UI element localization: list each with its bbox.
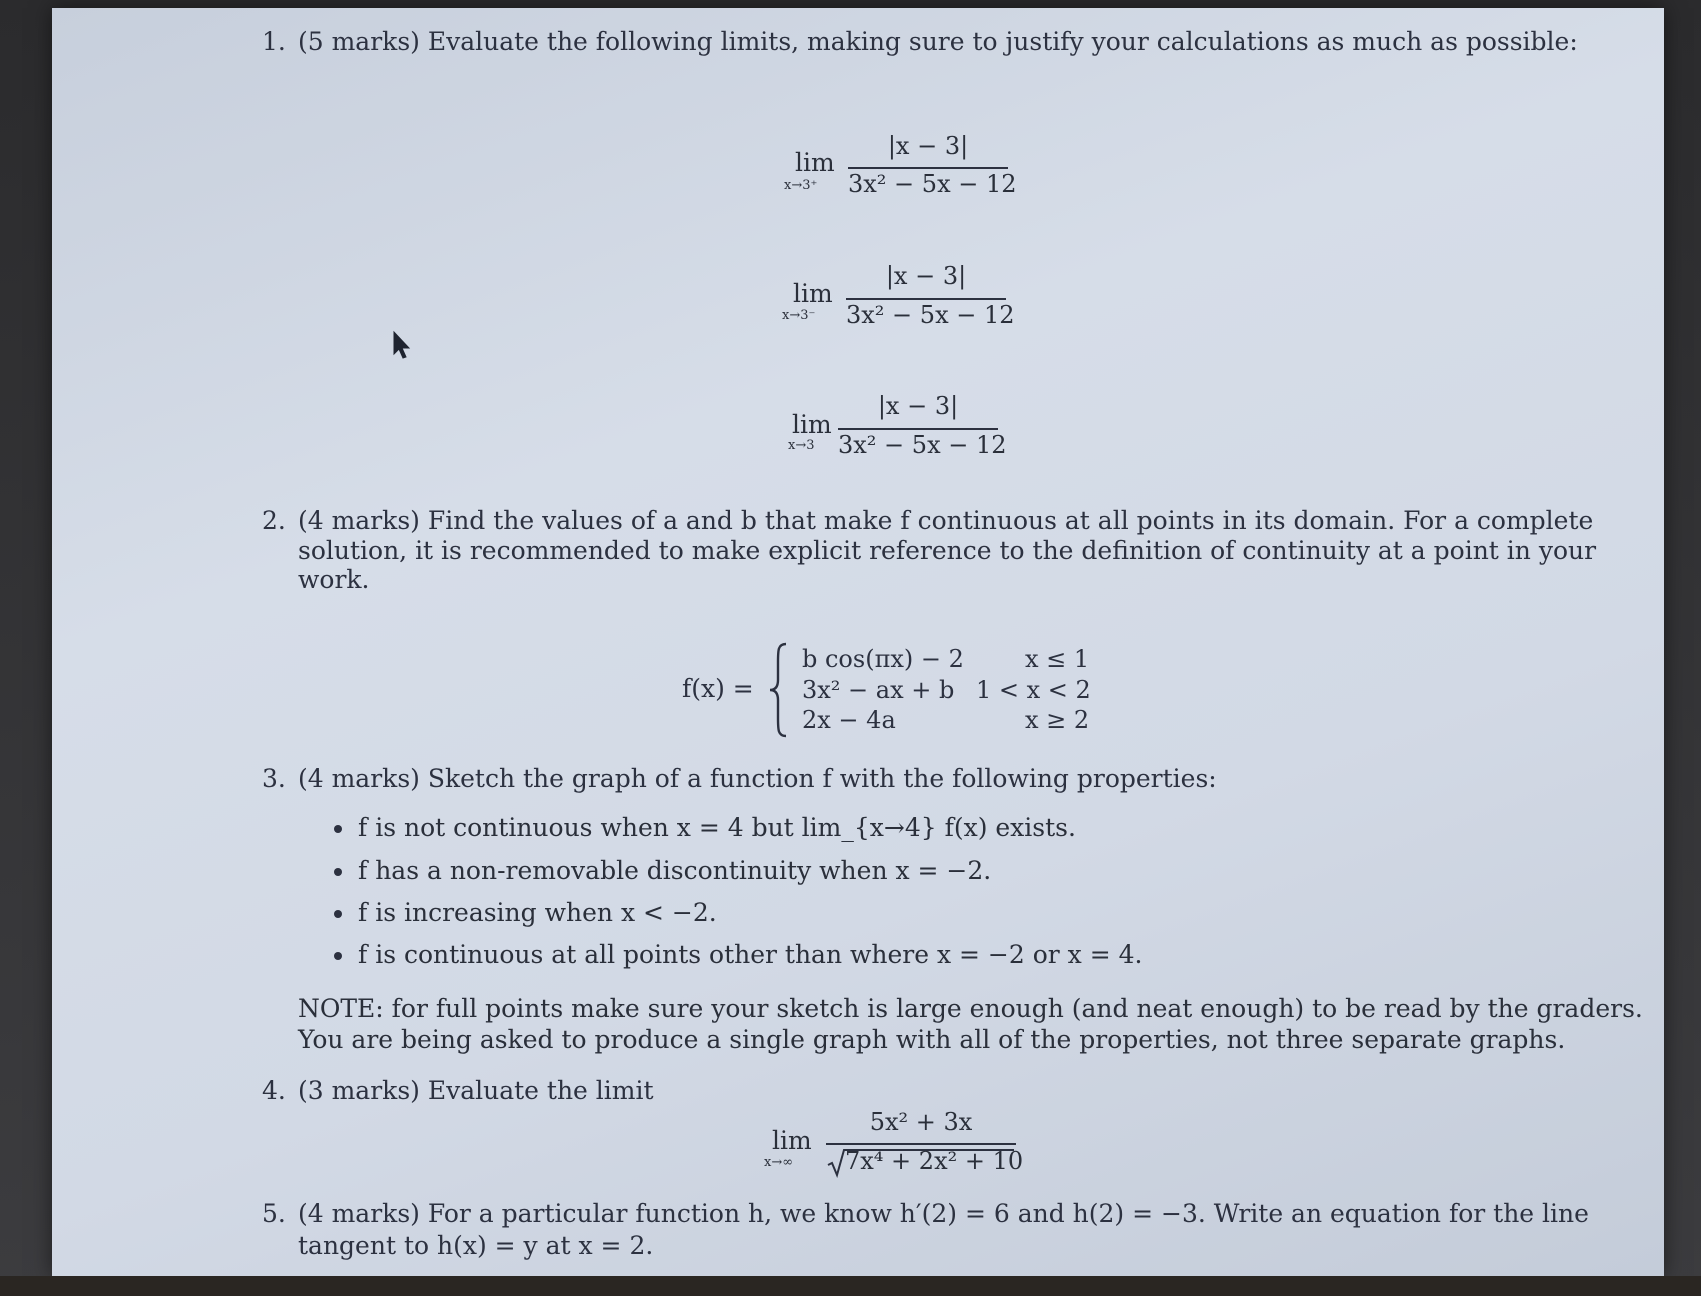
question-text: (4 marks) Sketch the graph of a function f with the following properties: [298, 764, 1217, 793]
property-1: f is not continuous when x = 4 but lim_{x→4} f(x) exists. [358, 813, 1076, 842]
question-number: 1. [262, 27, 286, 56]
case-3-expression: 2x − 4a [802, 706, 896, 734]
lim-subscript: x→∞ [764, 1155, 794, 1170]
question-number: 5. [262, 1199, 286, 1228]
fraction-denominator: 3x² − 5x − 12 [848, 170, 1017, 198]
case-1-expression: b cos(πx) − 2 [802, 645, 964, 673]
case-1-condition: x ≤ 1 [1025, 645, 1090, 673]
question-5 [262, 1198, 1682, 1268]
question-text-line-1: (4 marks) For a particular function h, we know h′(2) = 6 and h(2) = −3. Write an equation for the line [298, 1199, 1589, 1228]
note-line-2: You are being asked to produce a single graph with all of the properties, not three separate graphs. [298, 1025, 1566, 1054]
lim-subscript: x→3 [788, 438, 815, 453]
left-brace-icon [768, 642, 790, 738]
bullet-dot [334, 868, 342, 876]
lim-subscript: x→3⁺ [784, 178, 818, 193]
property-2: f has a non-removable discontinuity when x = −2. [358, 856, 992, 885]
fraction-numerator: |x − 3| [885, 262, 967, 290]
lim-label: lim [772, 1126, 812, 1155]
lim-label: lim [793, 279, 833, 308]
bullet-dot [334, 910, 342, 918]
case-2-condition: 1 < x < 2 [976, 676, 1091, 704]
fraction-bar [826, 1143, 1016, 1145]
question-text: (5 marks) Evaluate the following limits, making sure to justify your calculations as much as possible: [298, 27, 1578, 56]
fraction-bar [838, 428, 998, 430]
fraction-numerator: |x − 3| [877, 392, 959, 420]
lim-label: lim [792, 410, 832, 439]
case-3-condition: x ≥ 2 [1025, 706, 1090, 734]
question-4 [262, 1075, 1162, 1109]
function-lhs: f(x) = [682, 674, 754, 703]
question-number: 3. [262, 764, 286, 793]
mouse-pointer-icon [392, 330, 412, 360]
fraction-bar [848, 167, 1008, 169]
fraction-denominator: 3x² − 5x − 12 [838, 431, 1007, 459]
note-line-1: NOTE: for full points make sure your sketch is large enough (and neat enough) to be read by the graders. [298, 994, 1643, 1023]
question-number: 2. [262, 506, 286, 535]
fraction-numerator: 5x² + 3x [869, 1108, 973, 1136]
question-3 [262, 763, 1682, 797]
question-2 [262, 505, 1682, 605]
question-text-line-3: work. [298, 565, 370, 594]
question-text-line-2: solution, it is recommended to make explicit reference to the definition of continuity at a point in your [298, 536, 1597, 565]
property-3: f is increasing when x < −2. [358, 898, 717, 927]
question-text-line-1: (4 marks) Find the values of a and b that make f continuous at all points in its domain. For a complete [298, 506, 1594, 535]
question-text: (3 marks) Evaluate the limit [298, 1076, 654, 1105]
screen-bezel [0, 1276, 1701, 1296]
fraction-numerator: |x − 3| [887, 132, 969, 160]
question-1 [262, 26, 1682, 60]
bullet-dot [334, 952, 342, 960]
property-4: f is continuous at all points other than where x = −2 or x = 4. [358, 940, 1143, 969]
fraction-bar [846, 298, 1006, 300]
fraction-denominator: 7x⁴ + 2x² + 10 [845, 1147, 1024, 1175]
bullet-dot [334, 825, 342, 833]
case-2-expression: 3x² − ax + b [802, 676, 955, 704]
lim-subscript: x→3⁻ [782, 308, 816, 323]
fraction-denominator: 3x² − 5x − 12 [846, 301, 1015, 329]
lim-label: lim [795, 148, 835, 177]
question-number: 4. [262, 1076, 286, 1105]
question-text-line-2: tangent to h(x) = y at x = 2. [298, 1231, 654, 1260]
